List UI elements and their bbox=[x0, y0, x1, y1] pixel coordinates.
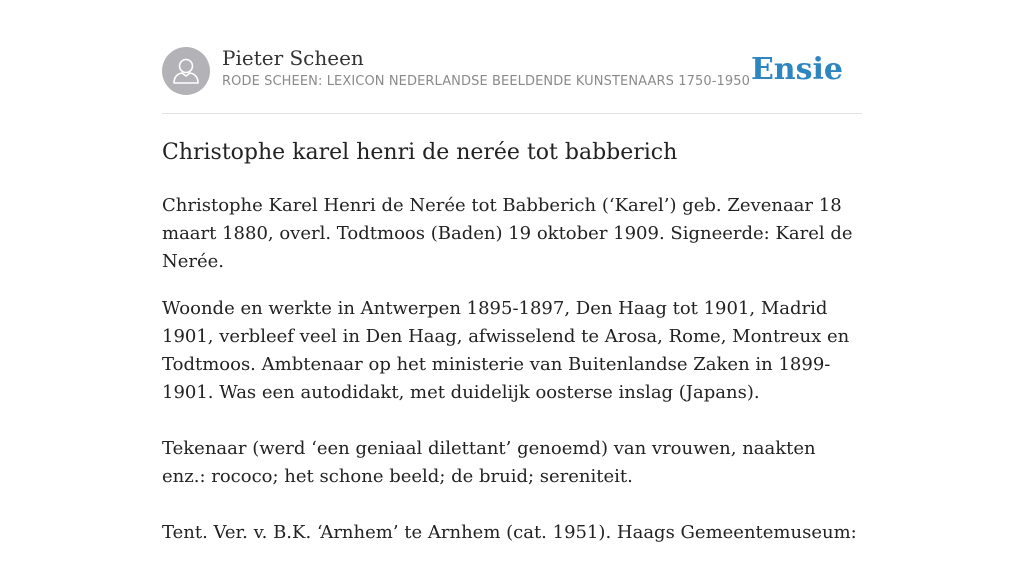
header-divider bbox=[162, 113, 862, 114]
author-name[interactable]: Pieter Scheen bbox=[222, 46, 364, 70]
author-avatar[interactable] bbox=[162, 47, 210, 95]
article-header bbox=[162, 46, 862, 96]
article-paragraph: Woonde en werkte in Antwerpen 1895-1897, Den Haag tot 1901, Madrid 1901, verbleef veel in Den Haag, afwisselend te Arosa, Rome, Montreux en Todtmoos. Ambtenaar op het ministerie van Buitenlandse Zaken in 1899-1901. Was een autodidakt, met duidelijk oosterse inslag (Japans). Tekenaar (werd ‘een geniaal dilettant’ genoemd) van vrouwen, naakten enz.: rococo; het schone beeld; de bruid; sereniteit. Tent. Ver. v. B.K. ‘Arnhem’ te Arnhem (cat. 1951). Haags Gemeentemuseum: bbox=[162, 298, 857, 543]
source-title[interactable]: RODE SCHEEN: LEXICON NEDERLANDSE BEELDENDE KUNSTENAARS 1750-1950 bbox=[222, 74, 750, 89]
user-silhouette-icon bbox=[162, 47, 210, 95]
article-paragraph: Christophe Karel Henri de Nerée tot Babberich (‘Karel’) geb. Zevenaar 18 maart 1880, overl. Todtmoos (Baden) 19 oktober 1909. Signeerde: Karel de Nerée. bbox=[162, 195, 853, 272]
article-body bbox=[162, 135, 862, 566]
article-title: Christophe karel henri de nerée tot babberich bbox=[162, 140, 678, 165]
ensie-logo[interactable]: Ensie bbox=[750, 52, 843, 87]
